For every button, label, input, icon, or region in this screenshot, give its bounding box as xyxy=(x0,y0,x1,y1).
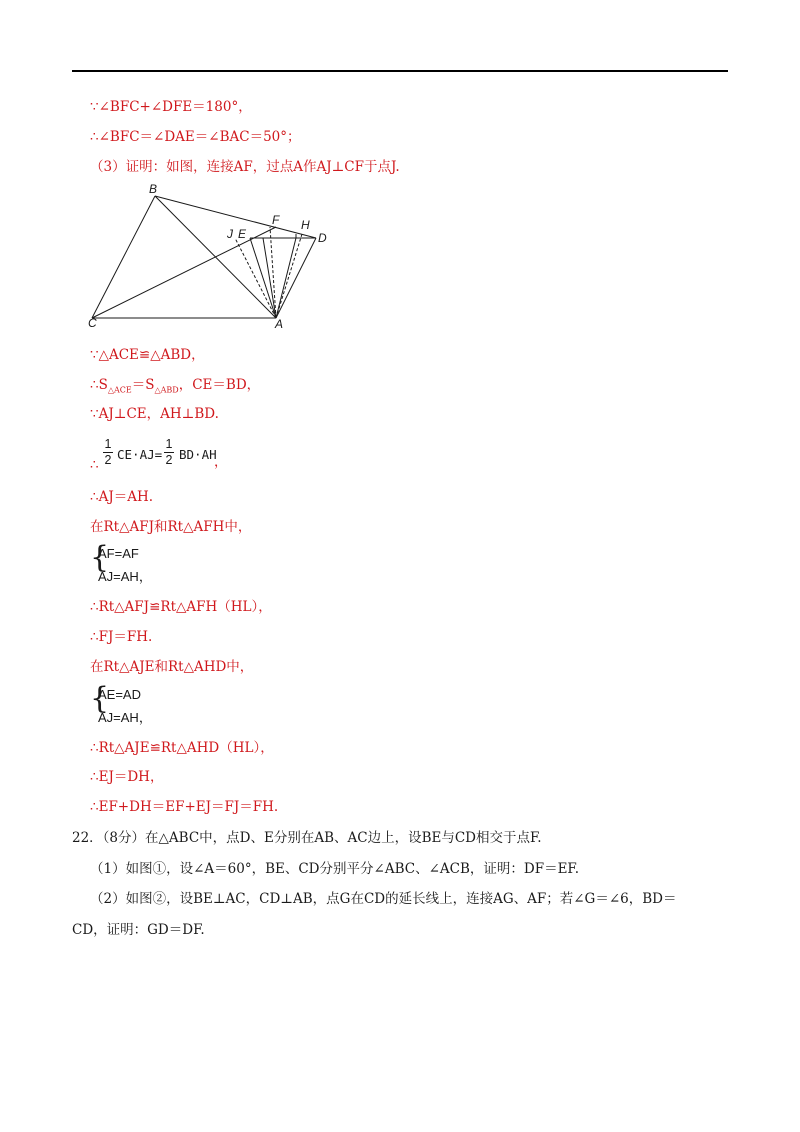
comma: ， xyxy=(214,454,228,470)
math-expression-ce-aj: CE·AJ= xyxy=(117,447,163,462)
geometry-figure xyxy=(88,182,338,330)
system1-eq2: AJ=AH， xyxy=(98,569,152,584)
label-A: A xyxy=(275,317,284,330)
segment-AH xyxy=(276,234,302,318)
segment-AE xyxy=(250,238,276,318)
answer-line-15: ∴EF+DH＝EF+EJ＝FJ＝FH. xyxy=(90,799,279,815)
answer-line-5: $\therefore S_{\triangle ACE}=S_{\triangle ABD}$，CE＝BD， xyxy=(90,377,261,395)
answer-line-12: 在Rt△AJE和Rt△AHD中， xyxy=(90,659,254,675)
segment-A-extra2 xyxy=(276,238,296,318)
system2-eq2: AJ=AH， xyxy=(98,710,152,725)
segment-A-extra1 xyxy=(263,238,276,318)
answer-line-3: （3）证明：如图，连接AF，过点A作AJ⊥CF于点J. xyxy=(90,159,400,175)
answer-line-10: ∴Rt△AFJ≌Rt△AFH（HL）， xyxy=(90,599,272,615)
question-22-part2a: （2）如图②，设BE⊥AC，CD⊥AB，点G在CD的延长线上，连接AG、AF；若∠G＝∠6，BD＝ xyxy=(90,891,677,907)
answer-line-6: ∵AJ⊥CE，AH⊥BD. xyxy=(90,406,219,422)
answer-line-1: ∵∠BFC+∠DFE＝180°， xyxy=(90,99,252,115)
answer-line-9: 在Rt△AFJ和Rt△AFH中， xyxy=(90,519,252,535)
segment-CF xyxy=(92,227,276,318)
segment-BD xyxy=(155,196,316,238)
answer-line-14: ∴EJ＝DH， xyxy=(90,769,164,785)
fraction-half-1: 1 2 xyxy=(104,437,112,467)
label-B: B xyxy=(149,182,158,196)
brace-2: { xyxy=(90,681,110,716)
fraction-half-2: 1 2 xyxy=(165,437,173,467)
label-C: C xyxy=(88,316,97,330)
header-rule xyxy=(72,70,728,72)
math-expression-bd-ah: BD·AH xyxy=(179,447,217,462)
answer-line-11: ∴FJ＝FH. xyxy=(90,629,153,645)
label-J: J xyxy=(227,227,233,241)
segment-BC xyxy=(92,196,155,318)
question-22-part2b: CD，证明：GD＝DF. xyxy=(72,922,205,938)
label-E: E xyxy=(238,227,247,241)
answer-line-2: ∴∠BFC＝∠DAE＝∠BAC＝50°； xyxy=(90,129,301,145)
question-22: 22．（8分）在△ABC中，点D、E分别在AB、AC边上，设BE与CD相交于点F. xyxy=(72,830,542,846)
segment-AF xyxy=(270,227,276,318)
right-angle-mark xyxy=(296,234,300,238)
label-D: D xyxy=(318,231,327,245)
segment-AD xyxy=(276,238,316,318)
brace-1: { xyxy=(90,540,110,575)
answer-line-8: ∴AJ＝AH. xyxy=(90,489,154,505)
label-H: H xyxy=(301,218,310,232)
label-F: F xyxy=(272,213,280,227)
system1-eq1: AF=AF xyxy=(98,546,139,561)
question-22-part1: （1）如图①，设∠A＝60°，BE、CD分别平分∠ABC、∠ACB，证明：DF＝EF. xyxy=(90,861,579,877)
answer-line-13: ∴Rt△AJE≌Rt△AHD（HL）， xyxy=(90,740,274,756)
answer-line-7-prefix: ∴ xyxy=(90,457,99,473)
system2-eq1: AE=AD xyxy=(98,687,141,702)
answer-line-4: ∵△ACE≌△ABD， xyxy=(90,347,205,363)
